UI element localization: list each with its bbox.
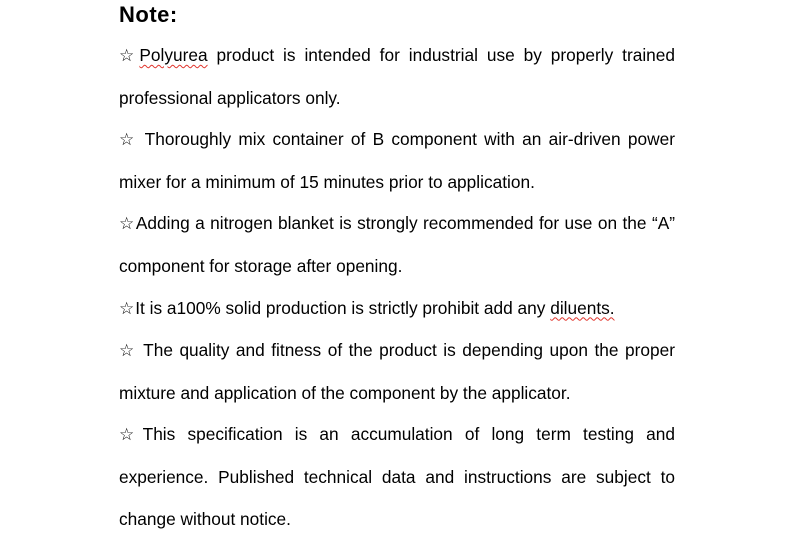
note-item bbox=[119, 330, 675, 414]
notes-list bbox=[119, 35, 675, 540]
spellcheck-flagged-word[interactable]: Polyurea bbox=[139, 45, 208, 65]
star-bullet-icon: ☆ bbox=[119, 46, 139, 66]
note-text: Adding a nitrogen blanket is strongly recommended for use on the “A” component for storage after opening. bbox=[119, 213, 675, 276]
note-text: The quality and fitness of the product is depending upon the proper mixture and application of the component by the applicator. bbox=[119, 340, 675, 403]
note-item bbox=[119, 203, 675, 287]
star-bullet-icon: ☆ bbox=[119, 214, 135, 235]
document-page bbox=[119, 0, 675, 544]
note-text: This specification is an accumulation of long term testing and experience. Published technical data and instructions are subject to change without notice. bbox=[119, 424, 675, 529]
star-bullet-icon: ☆ bbox=[119, 130, 137, 151]
note-item bbox=[119, 119, 675, 203]
star-bullet-icon: ☆ bbox=[119, 341, 136, 362]
note-text: Polyurea product is intended for industrial use by properly trained professional applicators only. bbox=[119, 45, 675, 108]
note-item bbox=[119, 414, 675, 540]
spellcheck-flagged-word[interactable]: diluents. bbox=[550, 297, 615, 318]
star-bullet-icon: ☆ bbox=[119, 425, 142, 446]
note-heading: Note: bbox=[119, 2, 178, 27]
note-item bbox=[119, 35, 675, 119]
note-text: It is a100% solid production is strictly prohibit add any diluents. bbox=[135, 297, 615, 318]
note-text: Thoroughly mix container of B component with an air-driven power mixer for a minimum of 15 minutes prior to application. bbox=[119, 129, 675, 192]
note-item bbox=[119, 288, 675, 331]
star-bullet-icon: ☆ bbox=[119, 298, 135, 319]
